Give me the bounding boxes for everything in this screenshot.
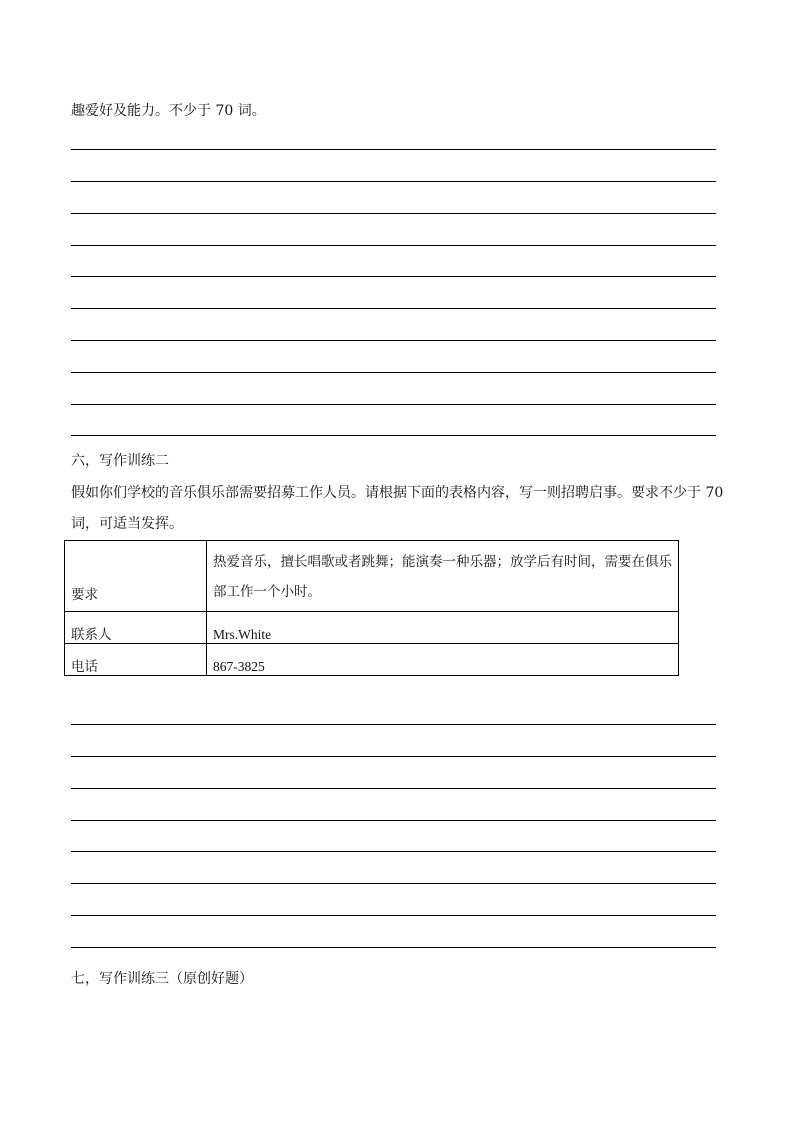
answer-line — [71, 245, 716, 246]
answer-line — [71, 788, 716, 789]
table-cell-label: 电话 — [65, 644, 207, 676]
section6-prompt-line2: 词，可适当发挥。 — [71, 516, 183, 532]
answer-line — [71, 947, 716, 948]
answer-line — [71, 308, 716, 309]
section6-prompt-line1: 假如你们学校的音乐俱乐部需要招募工作人员。请根据下面的表格内容，写一则招聘启事。要求不少于 70 — [71, 485, 724, 501]
answer-line — [71, 851, 716, 852]
answer-line — [71, 915, 716, 916]
answer-line — [71, 372, 716, 373]
answer-line — [71, 883, 716, 884]
table-row — [65, 541, 679, 612]
answer-line — [71, 149, 716, 150]
table-cell-value: 867-3825 — [207, 644, 679, 676]
table-row — [65, 644, 679, 676]
table-row — [65, 612, 679, 644]
table-cell-value: Mrs.White — [207, 612, 679, 644]
answer-line — [71, 404, 716, 405]
answer-line — [71, 756, 716, 757]
answer-line — [71, 435, 716, 436]
table-cell-value: 热爱音乐，擅长唱歌或者跳舞；能演奏一种乐器；放学后有时间，需要在俱乐部工作一个小时。 — [207, 541, 679, 612]
answer-line — [71, 181, 716, 182]
section7-heading: 七，写作训练三（原创好题） — [71, 971, 253, 987]
answer-line — [71, 213, 716, 214]
recruitment-info-table — [64, 540, 679, 676]
answer-line — [71, 276, 716, 277]
section6-heading: 六，写作训练二 — [71, 453, 169, 469]
answer-line — [71, 724, 716, 725]
table-cell-label: 要求 — [65, 541, 207, 612]
answer-line — [71, 340, 716, 341]
table-cell-label: 联系人 — [65, 612, 207, 644]
answer-line — [71, 820, 716, 821]
section5-continuation: 趣爱好及能力。不少于 70 词。 — [71, 103, 266, 119]
